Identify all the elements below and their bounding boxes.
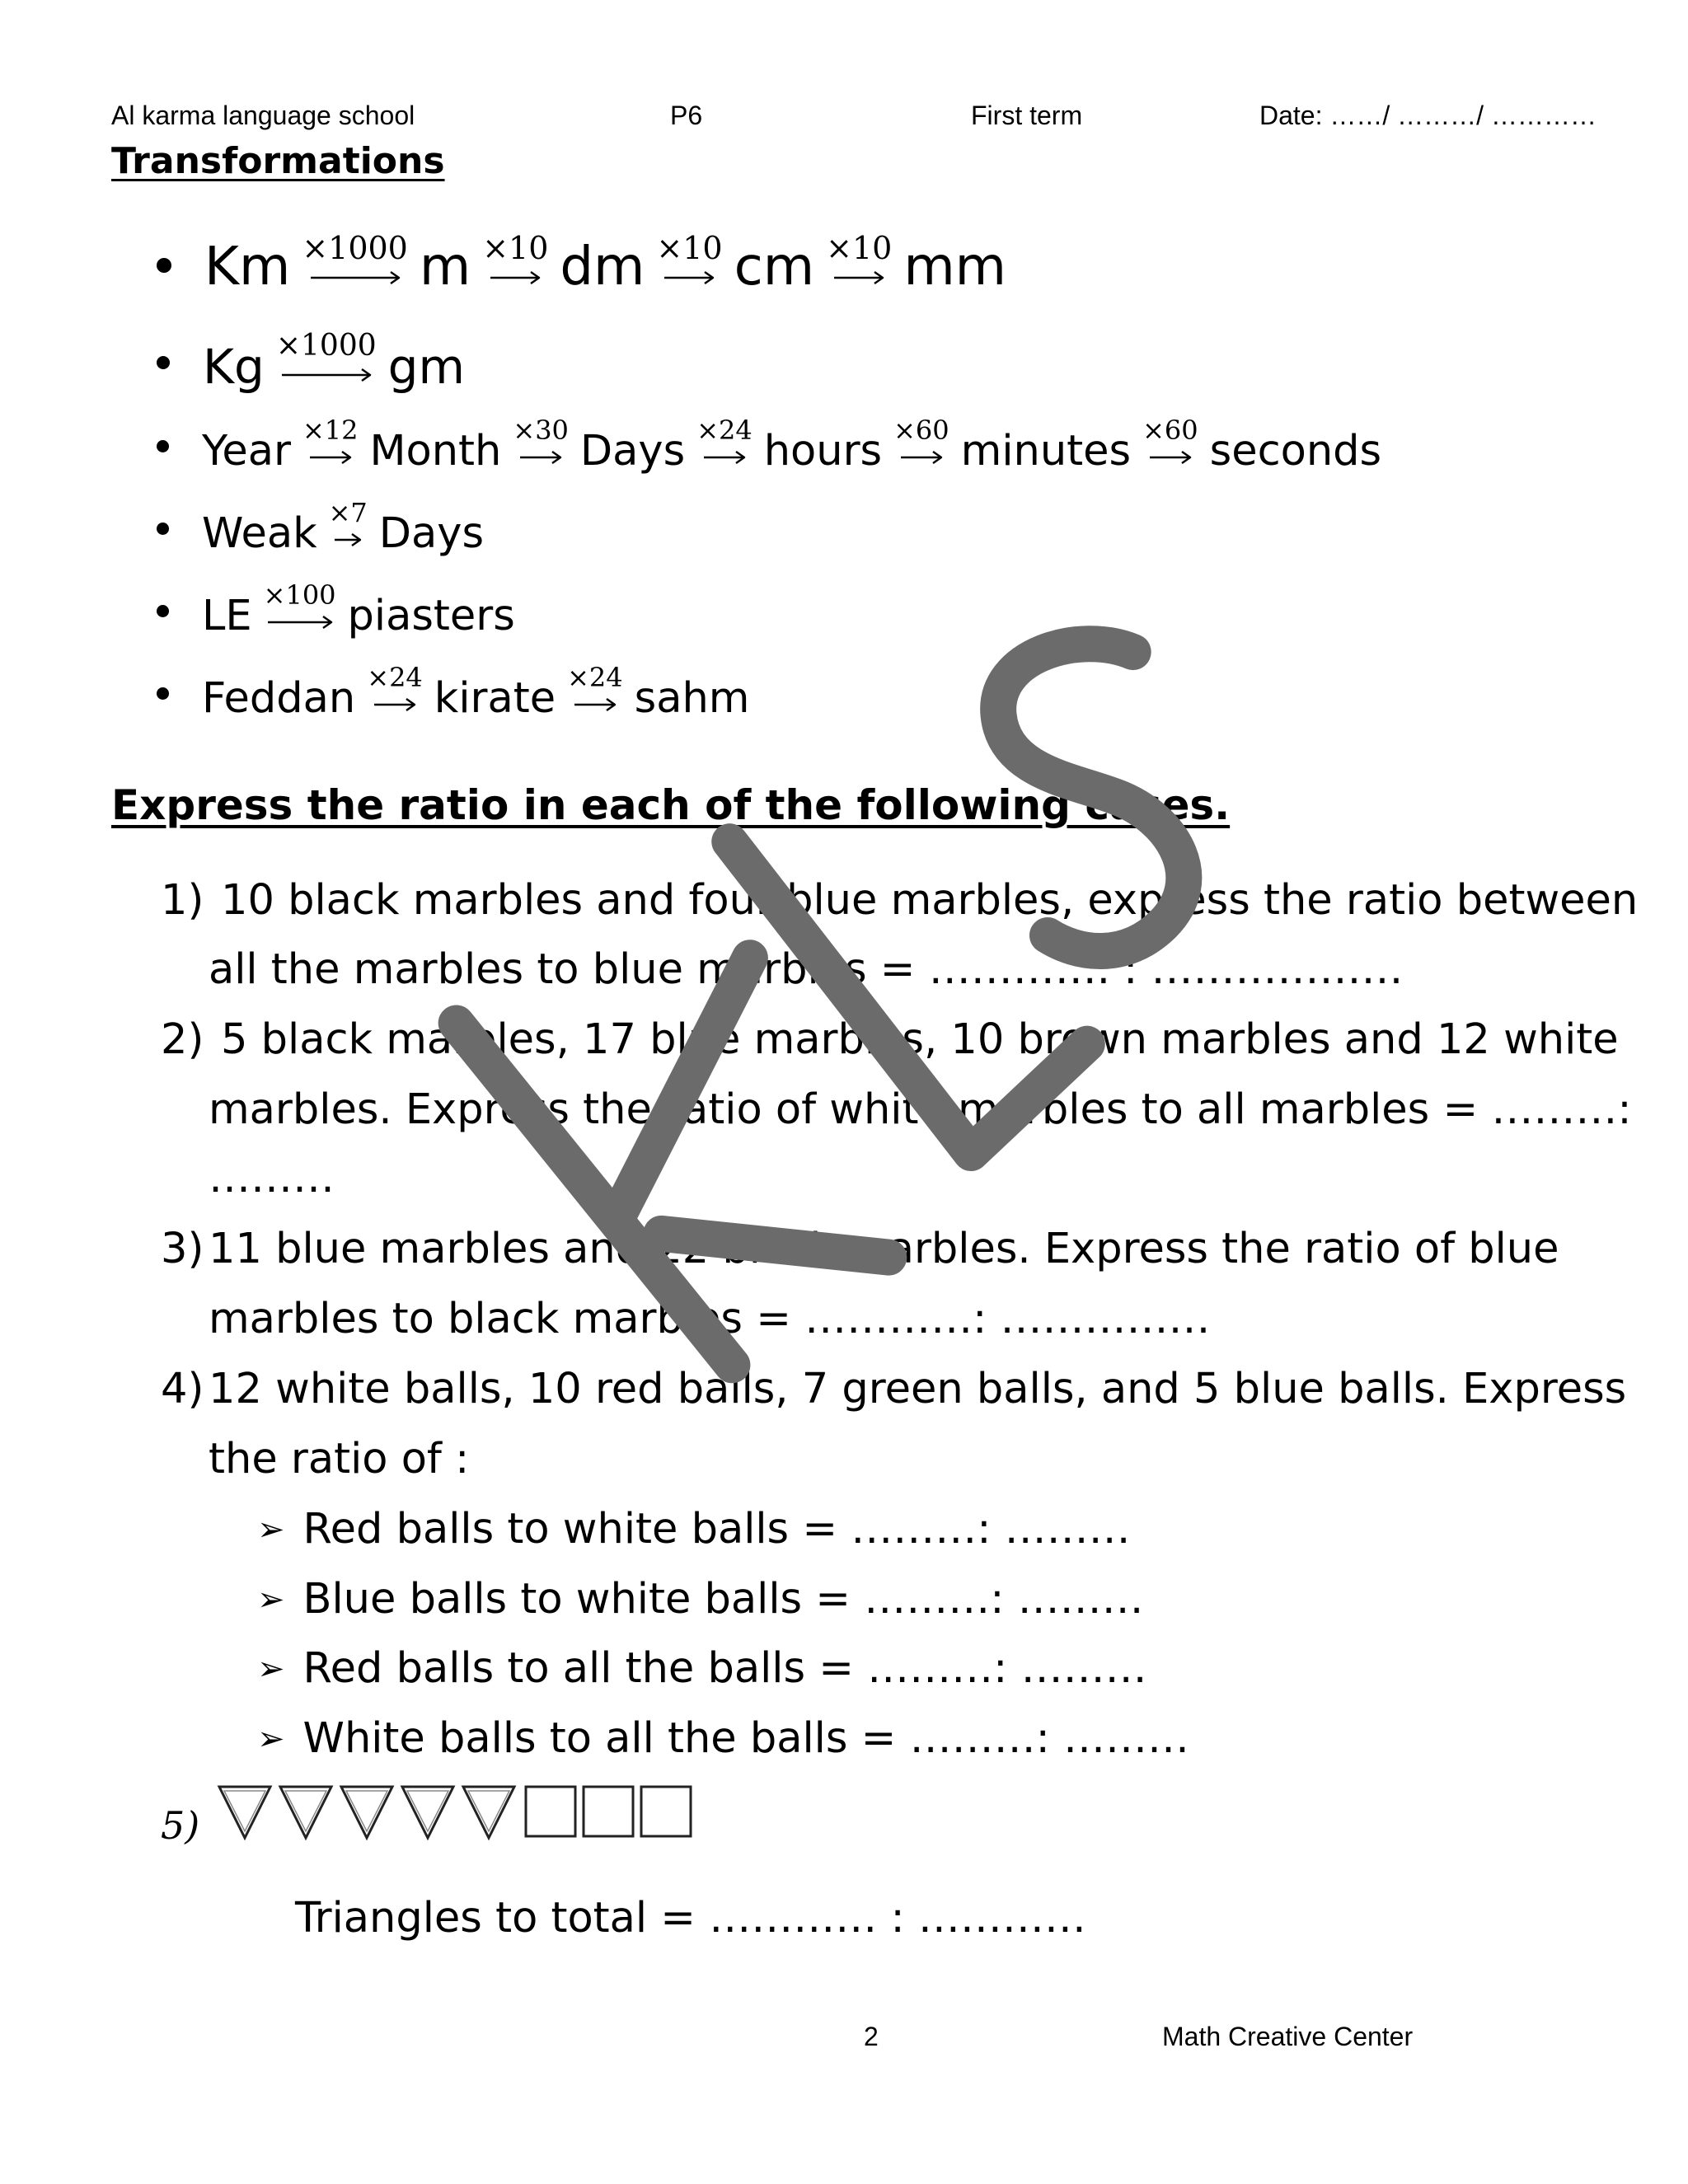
right-arrow-icon	[833, 269, 884, 287]
q4-item	[257, 1714, 1189, 1763]
right-arrow-icon	[334, 531, 362, 549]
q1-number: 1)	[161, 876, 204, 925]
conversion-arrow	[656, 232, 722, 298]
footer-center: Math Creative Center	[1162, 2022, 1414, 2051]
unit-label: Month	[369, 426, 502, 476]
multiplier-label: ×100	[263, 579, 336, 611]
conversion-arrow	[276, 331, 377, 395]
page-number: 2	[864, 2022, 879, 2051]
arrowhead-bullet-icon: ➢	[257, 1719, 285, 1758]
bullet-icon	[157, 440, 169, 452]
unit-label: Year	[202, 426, 291, 476]
unit-label: Km	[204, 237, 291, 298]
unit-label: cm	[734, 237, 815, 298]
bullet-icon	[157, 523, 169, 535]
q3-line2: marbles to black marbles = …………: ……………	[209, 1295, 1211, 1343]
conversion-row	[157, 499, 484, 558]
bullet-icon	[157, 258, 171, 273]
q3-line1: 11 blue marbles and 22 black marbles. Express the ratio of blue	[209, 1225, 1559, 1273]
bullet-icon	[157, 356, 170, 369]
conversion-row	[157, 417, 1381, 476]
conversion-arrow	[329, 499, 368, 558]
transformations-title: Transformations	[111, 140, 445, 182]
unit-label: piasters	[347, 591, 515, 640]
conversion-arrow	[482, 232, 548, 298]
multiplier-label: ×1000	[302, 230, 408, 266]
multiplier-label: ×60	[1142, 415, 1198, 446]
right-arrow-icon	[309, 448, 352, 466]
q2-number: 2)	[161, 1015, 204, 1064]
unit-label: LE	[202, 591, 252, 640]
q5-number: 5)	[161, 1803, 200, 1848]
unit-label: Days	[378, 509, 485, 558]
unit-label: Weak	[202, 509, 317, 558]
right-arrow-icon	[1149, 448, 1192, 466]
right-arrow-icon	[663, 269, 715, 287]
unit-label: minutes	[960, 426, 1132, 476]
unit-label: gm	[387, 339, 465, 396]
right-arrow-icon	[373, 696, 416, 714]
right-arrow-icon	[519, 448, 562, 466]
school-name: Al karma language school	[111, 101, 415, 130]
unit-label: kirate	[434, 673, 556, 723]
unit-label: dm	[560, 237, 645, 298]
q4-number: 4)	[161, 1365, 204, 1413]
square-shape	[641, 1787, 691, 1836]
watermark-s	[949, 621, 1235, 973]
q5-shapes	[216, 1780, 710, 1846]
bullet-icon	[157, 687, 169, 700]
conversion-arrow	[567, 664, 623, 723]
conversion-arrow	[893, 417, 950, 476]
q4-item	[257, 1575, 1144, 1624]
multiplier-label: ×60	[893, 415, 950, 446]
q2-line3: ………	[209, 1154, 335, 1202]
multiplier-label: ×10	[656, 230, 723, 266]
multiplier-label: ×10	[482, 230, 549, 266]
q4-item	[257, 1505, 1131, 1554]
multiplier-label: ×10	[826, 230, 893, 266]
conversion-arrow	[302, 417, 359, 476]
q2-line1: 5 black marbles, 17 blue marbles, 10 brown marbles and 12 white	[221, 1015, 1619, 1064]
square-shape	[526, 1787, 575, 1836]
conversion-row	[157, 232, 1006, 298]
q2-line2: marbles. Express the ratio of white marbles to all marbles = ………:	[209, 1085, 1632, 1134]
q3-number: 3)	[161, 1225, 204, 1273]
multiplier-label: ×24	[567, 662, 623, 693]
right-arrow-icon	[900, 448, 943, 466]
arrowhead-bullet-icon: ➢	[257, 1649, 285, 1688]
unit-label: Kg	[203, 339, 265, 396]
q4-item-text: White balls to all the balls = ………: ………	[302, 1714, 1189, 1763]
bullet-icon	[157, 605, 169, 617]
right-arrow-icon	[490, 269, 541, 287]
multiplier-label: ×24	[367, 662, 423, 693]
unit-label: Days	[579, 426, 686, 476]
multiplier-label: ×12	[302, 415, 359, 446]
conversion-arrow	[513, 417, 569, 476]
right-arrow-icon	[310, 269, 401, 287]
q4-item-text: Blue balls to white balls = ………: ………	[302, 1575, 1144, 1624]
arrowhead-bullet-icon: ➢	[257, 1580, 285, 1619]
grade: P6	[670, 101, 703, 130]
q4-line1: 12 white balls, 10 red balls, 7 green balls, and 5 blue balls. Express	[209, 1365, 1627, 1413]
q4-line2: the ratio of :	[209, 1435, 470, 1483]
q1-line2: all the marbles to blue marbles = …………. : ………………	[209, 945, 1404, 994]
multiplier-label: ×1000	[275, 329, 377, 363]
conversion-row	[157, 664, 749, 723]
square-shape	[584, 1787, 633, 1836]
right-arrow-icon	[281, 366, 372, 384]
conversion-arrow	[263, 579, 336, 640]
conversion-arrow	[826, 232, 892, 298]
multiplier-label: ×30	[513, 415, 569, 446]
conversion-row	[157, 331, 465, 395]
conversion-arrow	[367, 664, 423, 723]
conversion-arrow	[302, 232, 408, 298]
multiplier-label: ×7	[328, 497, 368, 528]
unit-label: hours	[763, 426, 883, 476]
q4-item-text: Red balls to white balls = ………: ………	[302, 1505, 1131, 1554]
date-field: Date: ……/ ………/ …………	[1259, 101, 1597, 130]
multiplier-label: ×24	[696, 415, 753, 446]
right-arrow-icon	[574, 696, 617, 714]
exercise-title: Express the ratio in each of the following cases.	[111, 781, 1231, 829]
unit-label: Feddan	[202, 673, 356, 723]
unit-label: seconds	[1209, 426, 1382, 476]
watermark-l	[729, 746, 1109, 1193]
arrowhead-bullet-icon: ➢	[257, 1510, 285, 1549]
right-arrow-icon	[267, 613, 333, 631]
q1-line1: 10 black marbles and four blue marbles, express the ratio between	[221, 876, 1639, 925]
q5-answer: Triangles to total = ………… : …………	[295, 1894, 1086, 1943]
right-arrow-icon	[703, 448, 746, 466]
q4-item	[257, 1644, 1147, 1693]
unit-label: sahm	[634, 673, 750, 723]
conversion-row	[157, 579, 515, 640]
conversion-arrow	[696, 417, 753, 476]
unit-label: mm	[903, 237, 1006, 298]
q4-item-text: Red balls to all the balls = ………: ………	[302, 1644, 1147, 1693]
unit-label: m	[419, 237, 471, 298]
term: First term	[971, 101, 1083, 130]
conversion-arrow	[1142, 417, 1198, 476]
